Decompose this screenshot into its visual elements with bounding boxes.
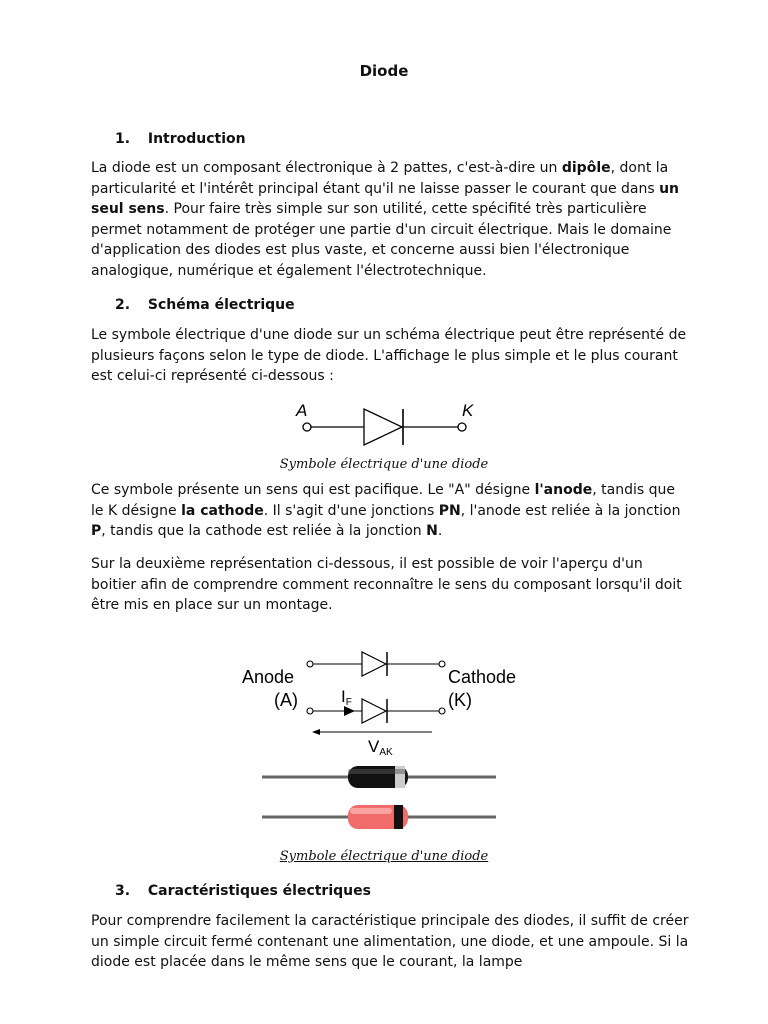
bold-term: P	[91, 523, 102, 539]
caracteristiques-paragraph-1: Pour comprendre facilement la caractéristique principale des diodes, il suffit de créer un simple circuit fermé contenant une alimentation, une diode, et une ampoule. Si la diode est placée dans le même sens que le courant, la lampe	[91, 913, 689, 970]
text-run: , dont la particularité et l'intérêt principal étant qu'il ne laisse passer le courant que dans	[91, 160, 669, 197]
bold-term: PN	[438, 502, 461, 519]
terminal-top-cathode	[439, 661, 445, 667]
terminal-top-anode	[307, 661, 313, 667]
section-title: Caractéristiques électriques	[147, 883, 371, 899]
bold-term: N	[426, 523, 438, 539]
label-anode-full: Anode	[242, 667, 295, 687]
diode-package-figure	[240, 645, 520, 845]
voltage-label: VAK	[368, 737, 393, 758]
band-red-package	[394, 805, 403, 829]
text-run: La diode est un composant électronique à 2 pattes, c'est-à-dire un	[91, 160, 562, 176]
label-cathode-full: Cathode	[448, 667, 517, 687]
terminal-cathode	[458, 423, 466, 431]
diode-triangle	[364, 409, 402, 445]
schema-paragraph-3: Sur la deuxième représentation ci-dessous, il est possible de voir l'aperçu d'un boitier afin de comprendre comment reconnaître le sens du composant lorsqu'il doit être mis en place sur un montage.	[91, 556, 682, 613]
current-label: IF	[341, 687, 352, 708]
highlight-red	[350, 808, 392, 814]
text-run: .	[437, 523, 443, 539]
section-heading-caracteristiques	[115, 883, 371, 899]
section-number: 2.	[115, 297, 131, 313]
bold-term: la cathode	[181, 502, 264, 519]
intro-paragraph	[91, 158, 691, 281]
section-number: 1.	[115, 131, 131, 147]
voltage-arrow-icon	[312, 729, 320, 735]
bold-term: l'anode	[534, 482, 593, 498]
label-anode-abbr: (A)	[274, 690, 298, 710]
caption-text: Symbole électrique d'une diode	[279, 849, 489, 864]
terminal-mid-cathode	[439, 708, 445, 714]
terminal-anode	[303, 423, 311, 431]
highlight-black	[348, 769, 406, 774]
schema-paragraph-2	[91, 480, 691, 542]
diode-mid-triangle	[362, 699, 386, 723]
figure-caption-2	[0, 849, 768, 864]
terminal-mid-anode	[307, 708, 313, 714]
section-title: Introduction	[147, 131, 246, 147]
text-run: . Pour faire très simple sur son utilité, cette spécifité très particulière permet notamment de protéger une partie d'un circuit électrique. Mais le domaine d'application des diodes est plus vaste, et concerne aussi bien l'électronique analogique, numérique et également l'électrotechnique.	[91, 201, 672, 279]
label-cathode: K	[462, 401, 474, 420]
diode-symbol-figure	[290, 400, 490, 450]
diode-top-triangle	[362, 652, 386, 676]
bold-term: dipôle	[561, 160, 611, 176]
section-title: Schéma électrique	[147, 297, 295, 313]
text-run: , tandis que la cathode est reliée à la jonction	[101, 523, 427, 539]
figure-caption-1: Symbole électrique d'une diode	[279, 457, 489, 472]
label-cathode-abbr: (K)	[448, 690, 472, 710]
section-number: 3.	[115, 883, 131, 899]
section-heading-schema	[115, 297, 295, 313]
bold-term: un seul sens	[91, 180, 680, 217]
schema-paragraph-1: Le symbole électrique d'une diode sur un schéma électrique peut être représenté de plusieurs façons selon le type de diode. L'affichage le plus simple et le plus courant est celui-ci représenté ci-dessous :	[91, 327, 687, 384]
text-run: . Il s'agit d'une jonctions	[263, 502, 439, 519]
section-heading-introduction	[115, 131, 246, 147]
text-run: Ce symbole présente un sens qui est pacifique. Le "A" désigne	[91, 482, 535, 498]
page-title: Diode	[359, 62, 409, 80]
label-anode: A	[296, 401, 308, 420]
text-run: , l'anode est reliée à la jonction	[460, 502, 681, 519]
text-run: , tandis que le K désigne	[91, 482, 675, 519]
